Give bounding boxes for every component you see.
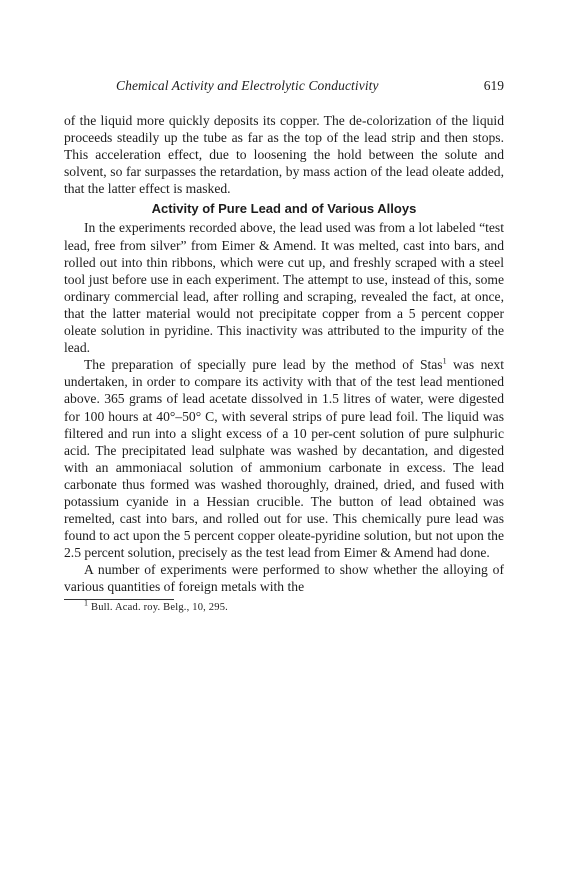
page-number: 619 <box>483 78 504 93</box>
body-text <box>64 112 504 596</box>
footnote-reference: 1 <box>442 356 447 366</box>
running-title: Chemical Activity and Electrolytic Conductivity <box>116 78 379 93</box>
section-heading: Activity of Pure Lead and of Various Alloys <box>151 201 417 217</box>
footnote-text: Bull. Acad. roy. Belg., 10, 295. <box>88 601 228 613</box>
footnote-mark: 1 <box>84 598 89 608</box>
paragraph-text-before-ref: The preparation of specially pure lead by the method of Stas <box>84 357 443 373</box>
paragraph-test-lead: In the experiments recorded above, the lead used was from a lot labeled “test lead, free from silver” from Eimer & Amend. It was melted, cast into bars, and rolled out into thin ribbons, which were cut up, and freshly scraped with a steel tool just before use in each experiment. The attempt to use, instead of this, some ordinary commercial lead, after rolling and scraping, revealed the fact, at once, that the latter material would not precipitate copper from a 5 percent copper oleate solution in pyridine. This inactivity was attributed to the impurity of the lead. <box>64 220 504 356</box>
book-page <box>64 78 504 613</box>
paragraph-pure-lead <box>64 356 504 561</box>
footnote-divider <box>64 599 174 600</box>
footnote <box>64 598 504 613</box>
paragraph-alloys: A number of experiments were performed to show whether the alloying of various quantities of foreign metals with the <box>64 562 504 595</box>
running-head <box>64 78 504 100</box>
paragraph-text-after-ref: was next undertaken, in order to compare its activity with that of the test lead mentioned above. 365 grams of lead acetate dissolved in 1.5 litres of water, were digested for 100 hours at 40°–50° C, with several strips of pure lead foil. The liquid was filtered and run into a slight excess of a 10 per-cent solution of pure sulphuric acid. The precipitated lead sulphate was washed by decantation, and digested with an ammoniacal solution of ammonium carbonate in excess. The lead carbonate thus formed was washed thoroughly, drained, dried, and fused with potassium cyanide in a Hessian crucible. The button of lead obtained was remelted, cast into bars, and rolled out for use. This chemically pure lead was found to act upon the 5 percent copper oleate-pyridine solution, but not upon the 2.5 percent solution, precisely as the test lead from Eimer & Amend had done. <box>64 357 504 561</box>
paragraph-continuation: of the liquid more quickly deposits its copper. The de-colorization of the liquid proceeds steadily up the tube as far as the top of the lead strip and then stops. This acceleration effect, due to loosening the hold between the solute and solvent, so far surpasses the retardation, by mass action of the lead oleate added, that the latter effect is masked. <box>64 113 504 197</box>
